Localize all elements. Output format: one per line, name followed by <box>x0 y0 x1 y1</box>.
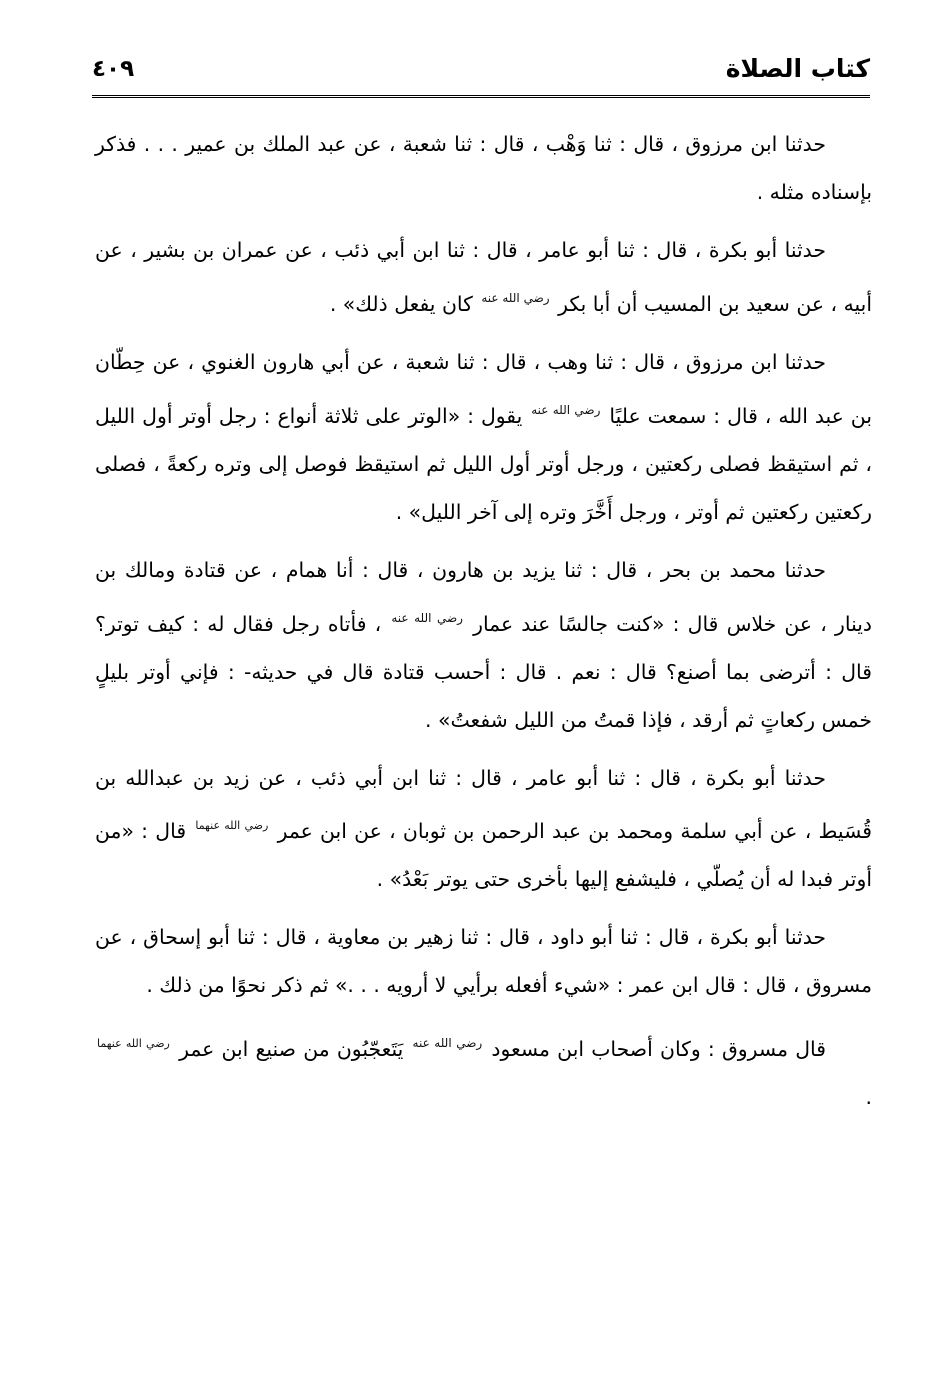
header-divider <box>92 95 870 98</box>
honorific-mark: رضي الله عنه <box>412 1036 483 1050</box>
honorific-mark: رضي الله عنه <box>391 611 463 625</box>
paragraph-6 <box>95 913 872 1009</box>
paragraph-text: حدثنا أبو بكرة ، قال : ثنا أبو عامر ، قال : ثنا ابن أبي ذئب ، عن عمران بن بشير ، عن أبيه ، عن سعيد بن المسيب أن أبا بكر <box>95 238 872 316</box>
paragraph-text: قال مسروق : وكان أصحاب ابن مسعود <box>491 1037 826 1061</box>
paragraph-text: حدثنا ابن مرزوق ، قال : ثنا وهب ، قال : ثنا شعبة ، عن أبي هارون الغنوي ، عن حِطّان بن عبد الله ، قال : سمعت عليًا <box>95 350 872 428</box>
honorific-mark: رضي الله عنهما <box>97 1037 170 1050</box>
paragraph-text: قال : «من أوتر فبدا له أن يُصلّي ، فليشفع إليها بأخرى حتى يوتر بَعْدُ» . <box>95 819 872 891</box>
paragraph-3 <box>95 338 872 536</box>
paragraph-text: حدثنا أبو بكرة ، قال : ثنا أبو داود ، قال : ثنا زهير بن معاوية ، قال : ثنا أبو إسحاق ، عن مسروق ، قال : قال ابن عمر : «شيء أفعله برأيي لا أرويه . . .» ثم ذكر نحوًا من ذلك . <box>95 925 872 997</box>
paragraph-1 <box>95 120 872 216</box>
paragraph-text: يَتَعجّبُون من صنيع ابن عمر <box>179 1037 404 1061</box>
paragraph-text: كان يفعل ذلك» . <box>329 292 473 316</box>
page-number: ٤٠٩ <box>92 56 135 82</box>
page-body <box>95 120 872 1131</box>
honorific-mark: رضي الله عنهما <box>195 819 269 832</box>
honorific-mark: رضي الله عنه <box>481 291 550 305</box>
paragraph-7 <box>95 1019 872 1121</box>
paragraph-text: يقول : «الوتر على ثلاثة أنواع : رجل أوتر أول الليل ، ثم استيقظ فصلى ركعتين ، ورجل أوتر أول الليل ثم استيقظ فوصل إلى وتره ركعةً ، فصلى ركعتين ركعتين ثم أوتر ، ورجل أَخَّرَ وتره إلى آخر الليل» . <box>95 404 872 524</box>
paragraph-text: حدثنا ابن مرزوق ، قال : ثنا وَهْب ، قال : ثنا شعبة ، عن عبد الملك بن عمير . . . فذكر بإسناده مثله . <box>95 132 872 204</box>
page-header <box>92 52 870 98</box>
paragraph-text: . <box>865 1085 872 1109</box>
honorific-mark: رضي الله عنه <box>531 403 601 417</box>
paragraph-text: ، فأتاه رجل فقال له : كيف توتر؟ قال : أترضى بما أصنع؟ قال : نعم . قال : أحسب قتادة قال في حديثه- : فإني أوتر بليلٍ خمس ركعاتٍ ثم أرقد ، فإذا قمتُ من الليل شفعتُ» . <box>95 612 872 732</box>
paragraph-5 <box>95 754 872 903</box>
paragraph-text: حدثنا محمد بن بحر ، قال : ثنا يزيد بن هارون ، قال : أنا همام ، عن قتادة ومالك بن دينار ، عن خلاس قال : «كنت جالسًا عند عمار <box>95 558 872 636</box>
paragraph-4 <box>95 546 872 744</box>
running-title: كتاب الصلاة <box>725 54 870 83</box>
paragraph-text: حدثنا أبو بكرة ، قال : ثنا أبو عامر ، قال : ثنا ابن أبي ذئب ، عن زيد بن عبدالله بن قُسَيط ، عن أبي سلمة ومحمد بن عبد الرحمن بن ثوبان ، عن ابن عمر <box>95 766 873 843</box>
paragraph-2 <box>95 226 872 328</box>
